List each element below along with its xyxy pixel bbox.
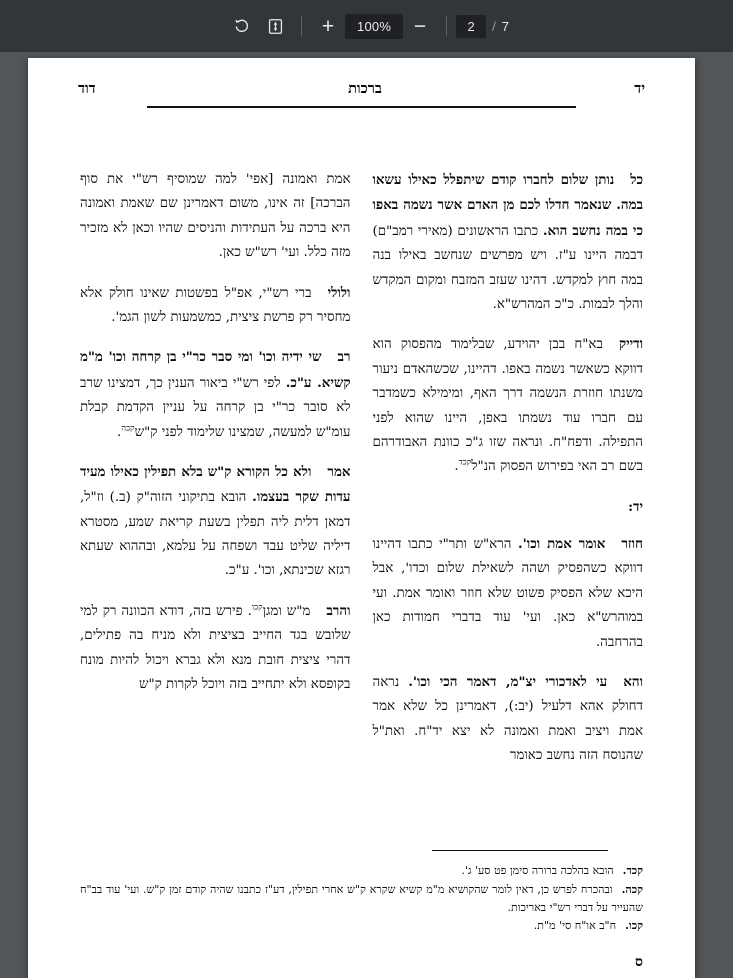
zoom-out-label: − [413, 14, 427, 38]
commentary-paragraph [373, 168, 644, 317]
paragraph-text: אמת ואמונה [אפי' למה שמוסיף רש"י את סוף הברכה] זה אינו, משום דאמרינן שם שאמת ואמונה היא ברכה על העתידות והניסים שהיו וכאן לא מזכיר מזה כלל. ועי' רש"ש כאן. [80, 172, 351, 261]
quoted-phrase: ולא כל הקורא ק"ש בלא תפילין כאילו מעיד עדות שקר בעצמו. [80, 463, 351, 506]
commentary-paragraph: רבשי ידיה וכו' ומי סבר כר"י בן קרחה וכו' מ"מ קשיא. ע"כ. לפי רש"י ביאור הענין כך, דמצינו שרב לא סובר כר"י בן קרחה על עניין הקדמת קבלת עומ"ש למעשה, שמצינו שלימוד לפני ק"ש$^{קכה}$. [80, 349, 351, 440]
rotate-counterclockwise-icon [232, 17, 251, 36]
paragraph-lead-word: ודייק [618, 336, 643, 353]
footnote-entry [80, 862, 643, 880]
footnote-number: קכה. [621, 882, 643, 896]
running-head-left: דוד [78, 80, 96, 97]
paragraph-lead-word: אמר [327, 463, 351, 480]
footnote-entry [80, 917, 643, 935]
folio-number: ס [635, 954, 643, 970]
quoted-phrase: עי לאדכורי יצ"מ, דאמר הכי וכו'. [408, 674, 608, 691]
paragraph-text: בא"ח בבן יהוידע, שבלימוד מהפסוק הוא דווקא כשאשר נשמה באפו. דהיינו, שכשהאדם ניעור משנתו חוזרת הנשמה דרך האף, ומימילא כשמדבר עם חברו עוד נשמתו באפן, היינו שהוא לפני התפילה. ודפח"ח. ונראה שזו ג"כ כוונת האבודרהם בשם רב האי בפירוש הפסוק הנ"ל [372, 337, 643, 475]
toolbar-divider-1 [301, 16, 302, 36]
zoom-in-label: + [321, 14, 335, 38]
zoom-in-button[interactable] [311, 9, 345, 43]
paragraph-text-continued: פירש בזה, דודא הכוונה רק למי שלובש בגד החייב בציצית ולא מניח בה פתילים, דהרי ציצית חובת מנא ולא גברא ויכול להיות מונח בקופסא ולא יתחייב בזה ויוכל לקרות ק"ש [80, 603, 351, 693]
paragraph-text: מ"ש ומגן [262, 603, 311, 619]
left-column [80, 168, 351, 828]
paragraph-text: לפי רש"י ביאור הענין כך, דמצינו שרב לא סובר כר"י בן קרחה על עניין הקדמת קבלת עומ"ש למעשה, שמצינו שלימוד לפני ק"ש [80, 375, 351, 440]
page-separator: / [492, 18, 496, 34]
fit-to-page-button[interactable] [258, 9, 292, 43]
footnote-reference[interactable]: קכה [121, 422, 135, 433]
page-navigation [456, 15, 509, 38]
paragraph-text: נראה דחולק אהא דלעיל (יב:), דאמרינן כל שלא אמר אמת ויציב ואמת ואמונה לא יצא יד"ח. ואת"ל שהנוסח הזה נחשב כאומר [372, 675, 643, 764]
paragraph-lead-word: והרב [326, 602, 351, 619]
pdf-page [28, 58, 695, 978]
paragraph-text: ברי רש"י, אפ"ל בפשטות שאינו חולק אלא מחסיר רק פרשת ציצית, כמשמעות לשון הגמ'. [80, 285, 351, 325]
commentary-paragraph [80, 460, 351, 584]
footnote-number: קכו. [625, 919, 643, 933]
zoom-out-button[interactable] [403, 9, 437, 43]
quoted-phrase: שי ידיה וכו' ומי סבר כר"י בן קרחה וכו' מ"מ קשיא. ע"כ. [80, 349, 351, 391]
footnote-number: קכד. [622, 864, 643, 877]
footnote-text: הובא בהלכה ברורה סימן פט סע' ג'. [461, 864, 614, 877]
current-page-input[interactable]: 2 [456, 15, 486, 38]
footnote-reference[interactable]: קכד [458, 456, 472, 467]
commentary-paragraph [80, 168, 351, 266]
footnote-entry [80, 881, 643, 917]
total-pages-label: 7 [501, 18, 509, 34]
running-head-center: ברכות [348, 80, 382, 97]
right-column [373, 168, 644, 828]
paragraph-lead-word: חוזר [621, 536, 643, 553]
commentary-paragraph [80, 281, 351, 331]
zoom-level-field[interactable]: 100% [345, 14, 403, 39]
quoted-phrase: אומר אמת וכו'. [518, 536, 606, 553]
paragraph-lead-word: רב [337, 349, 351, 366]
commentary-paragraph [373, 670, 644, 769]
footnote-rule [432, 850, 608, 851]
pdf-viewer[interactable] [0, 52, 733, 970]
commentary-paragraph: ודייקבא"ח בבן יהוידע, שבלימוד מהפסוק הוא דווקא כשאשר נשמה באפו. דהיינו, שכשהאדם ניעור משנתו חוזרת הנשמה דרך האף, ומימילא כשמדבר עם חברו עוד נשמתו באפן, היינו שהוא לפני התפילה. ודפח"ח. ונראה שזו ג"כ כוונת האבודרהם בשם רב האי בפירוש הפסוק הנ"ל$^{קכד}$. [372, 336, 643, 475]
running-head-right: יד [634, 80, 645, 97]
quoted-phrase: נותן שלום לחברו קודם שיתפלל כאילו עשאו במה. שנאמר חדלו לכם מן האדם אשר נשמה באפו כי במה נחשב הוא. [372, 172, 643, 239]
header-rule [147, 106, 576, 108]
commentary-paragraph: והרבמ"ש ומגן$^{קכו}$. פירש בזה, דודא הכוונה רק למי שלובש בגד החייב בציצית ולא מניח בה פתילים, דהרי ציצית חובת מנא ולא גברא ויכול להיות מונח בקופסא ולא יתחייב בזה ויוכל לקרות ק"ש [80, 601, 351, 693]
pdf-toolbar [0, 0, 733, 52]
running-head [78, 80, 645, 98]
footnotes-block [80, 862, 643, 936]
fit-to-page-icon [266, 17, 285, 36]
rotate-counterclockwise-button[interactable] [224, 9, 258, 43]
paragraph-text: כתבו הראשונים (מאירי רמב"ם) דבמה היינו ע"ז. ויש מפרשים שנחשב באילו בנה במה חוץ למקדש. דהינו שעזב המזבח ומקום המקדש והלך לבמות. כ"כ המהרש"א. [372, 223, 643, 312]
paragraph-lead-word: כל [630, 172, 643, 188]
daf-marker: יד: [628, 498, 643, 515]
two-column-body [80, 168, 643, 828]
footnote-text: ובהכרח לפרש כן, דאין לומר שהקושיא מ"מ קשיא שקרא ק"ש אחרי תפילין, דע"ז כתבנו שהיה קודם זמן ק"ש. ועי' עוד בב"ח שהעייר על דברי רש"י באריכות. [80, 882, 643, 914]
footnote-text: ח"ב או"ח סי' מ"ת. [533, 919, 617, 933]
paragraph-text: הרא"ש ותר"י כתבו דהיינו דווקא כשהפסיק ושהה לשאילת שלום וכדו', אבל היכא שלא הפסיק פשוט שלא חוזר ואומר אמת. ועי במוהרש"א כאן. ועי' עוד בדברי חמודות כאן בהרחבה. [372, 537, 643, 650]
paragraph-lead-word: והא [623, 674, 643, 691]
toolbar-divider-2 [446, 16, 447, 36]
footnote-reference[interactable]: קכו [251, 601, 263, 612]
paragraph-lead-word: ולולי [327, 284, 351, 301]
commentary-paragraph [373, 532, 644, 655]
paragraph-text: הובא בתיקוני הזוה"ק (ב.) וז"ל, דמאן דלית ליה תפלין בשעת קריאת שמע, מסטרא דיליה שליט עבד ושפחה על עלמא, ובההוא שעתא רגזא שכינתא, וכו'. ע"כ. [80, 490, 351, 579]
